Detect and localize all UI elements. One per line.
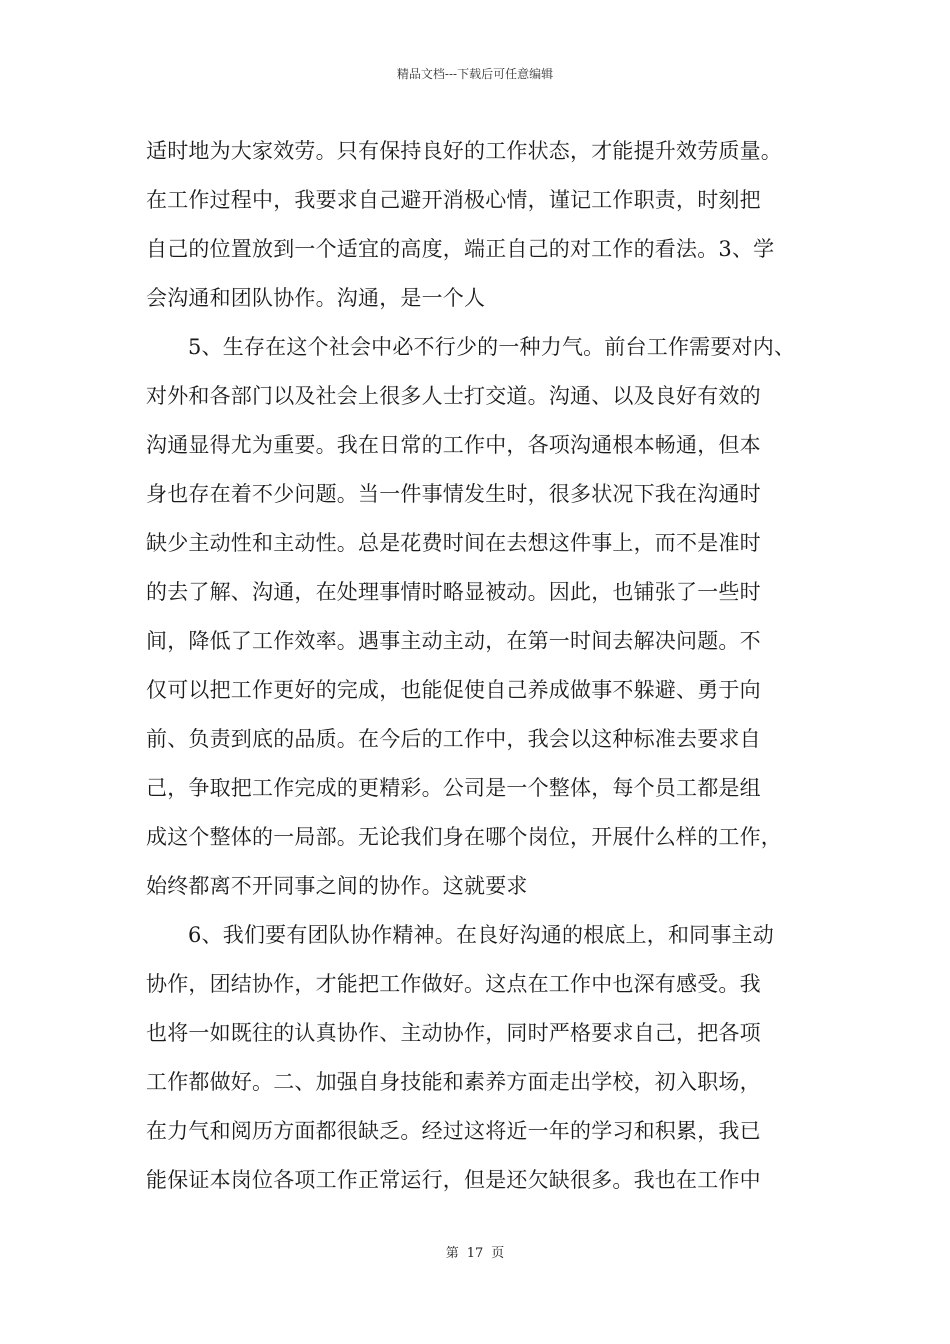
paragraph-first-line: 5、生存在这个社会中必不行少的一种力气。前台工作需要对内、: [188, 335, 796, 359]
text-line: 的去了解、沟通，在处理事情时略显被动。因此，也铺张了一些时: [146, 580, 761, 604]
text-line: 能保证本岗位各项工作正常运行，但是还欠缺很多。我也在工作中: [146, 1168, 761, 1192]
text-line: 间，降低了工作效率。遇事主动主动，在第一时间去解决问题。不: [146, 629, 761, 653]
text-line: 前、负责到底的品质。在今后的工作中，我会以这种标准去要求自: [146, 727, 761, 751]
page-number-prefix: 第: [445, 1246, 459, 1261]
page-footer: [0, 1245, 950, 1263]
text-line: 适时地为大家效劳。只有保持良好的工作状态，才能提升效劳质量。: [146, 139, 782, 163]
header-text: 精品文档---下载后可任意编辑: [396, 67, 554, 81]
paragraph-first-line: 6、我们要有团队协作精神。在良好沟通的根底上，和同事主动: [188, 923, 774, 947]
text-line: 在力气和阅历方面都很缺乏。经过这将近一年的学习和积累，我已: [146, 1119, 761, 1143]
text-line: 仅可以把工作更好的完成，也能促使自己养成做事不躲避、勇于向: [146, 678, 761, 702]
text-line: 协作，团结协作，才能把工作做好。这点在工作中也深有感受。我: [146, 972, 761, 996]
text-line: 缺少主动性和主动性。总是花费时间在去想这件事上，而不是准时: [146, 531, 761, 555]
text-line: 会沟通和团队协作。沟通，是一个人: [146, 286, 486, 310]
text-line: 身也存在着不少问题。当一件事情发生时，很多状况下我在沟通时: [146, 482, 761, 506]
text-line: 成这个整体的一局部。无论我们身在哪个岗位，开展什么样的工作，: [146, 825, 782, 849]
document-body: [146, 127, 818, 1205]
text-line: 也将一如既往的认真协作、主动协作，同时严格要求自己，把各项: [146, 1021, 761, 1045]
text-line: 始终都离不开同事之间的协作。这就要求: [146, 874, 528, 898]
text-line: 自己的位置放到一个适宜的高度，端正自己的对工作的看法。3、学: [146, 237, 775, 261]
page-number: 17: [466, 1246, 484, 1261]
page-number-suffix: 页: [491, 1246, 505, 1261]
page-header: [0, 66, 950, 82]
text-line: 沟通显得尤为重要。我在日常的工作中，各项沟通根本畅通，但本: [146, 433, 761, 457]
text-line: 在工作过程中，我要求自己避开消极心情，谨记工作职责，时刻把: [146, 188, 761, 212]
text-line: 己，争取把工作完成的更精彩。公司是一个整体，每个员工都是组: [146, 776, 761, 800]
text-line: 对外和各部门以及社会上很多人士打交道。沟通、以及良好有效的: [146, 384, 761, 408]
text-line: 工作都做好。二、加强自身技能和素养方面走出学校，初入职场，: [146, 1070, 761, 1094]
